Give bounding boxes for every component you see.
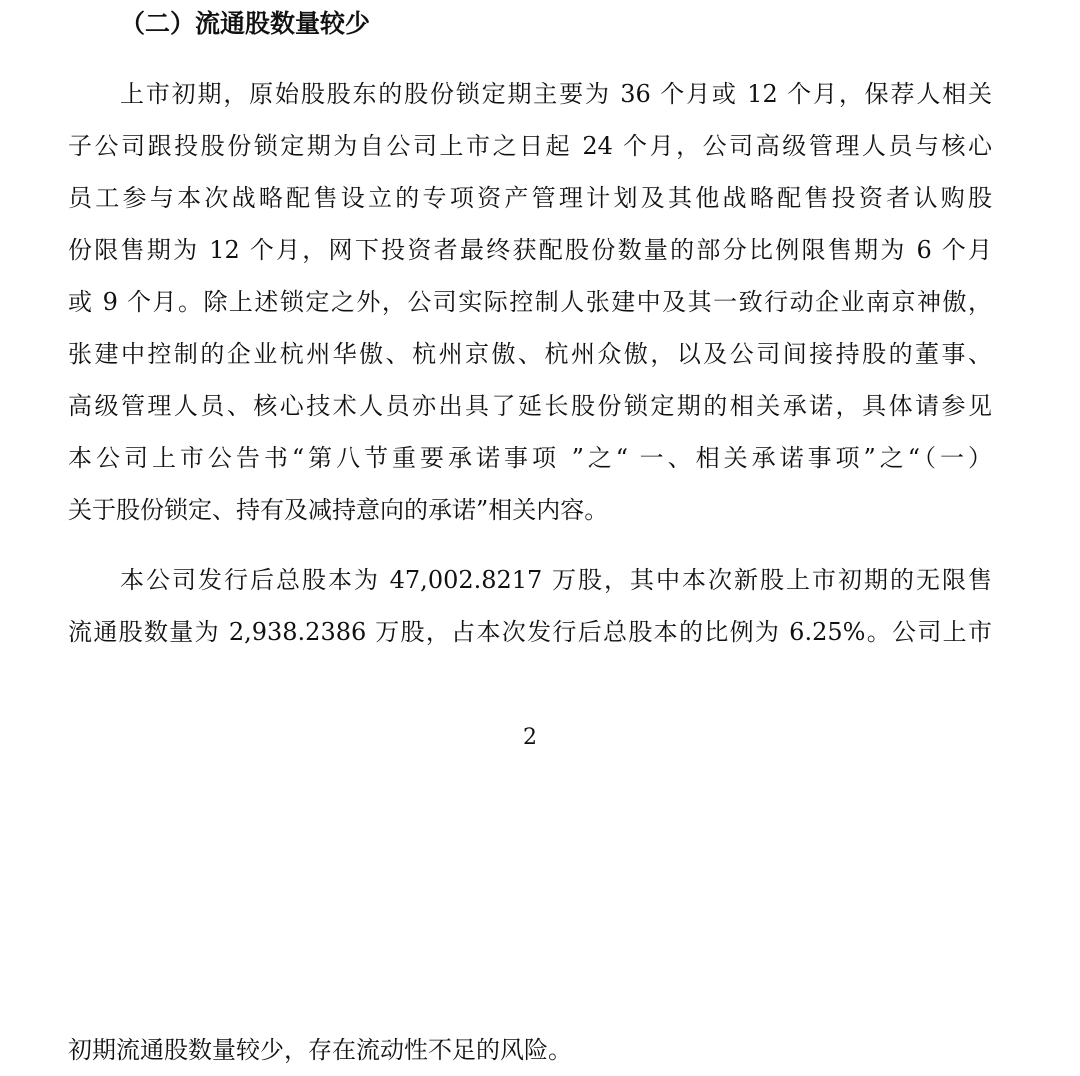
paragraph-line: 高级管理人员、核心技术人员亦出具了延长股份锁定期的相关承诺，具体请参见 <box>68 392 992 420</box>
paragraph-line: 本公司上市公告书“第八节重要承诺事项 ”之“ 一、相关承诺事项”之“（一） <box>68 444 992 472</box>
paragraph-lockup-period <box>68 68 992 536</box>
paragraph-line: 本公司发行后总股本为 47,002.8217 万股，其中本次新股上市初期的无限售 <box>120 566 992 594</box>
paragraph-line: 员工参与本次战略配售设立的专项资产管理计划及其他战略配售投资者认购股 <box>68 184 992 212</box>
paragraph-line: 关于股份锁定、持有及减持意向的承诺”相关内容。 <box>68 496 609 524</box>
paragraph-line: 张建中控制的企业杭州华傲、杭州京傲、杭州众傲，以及公司间接持股的董事、 <box>68 340 992 368</box>
paragraph-line: 或 9 个月。除上述锁定之外，公司实际控制人张建中及其一致行动企业南京神傲， <box>68 288 992 316</box>
paragraph-share-capital <box>68 554 992 658</box>
next-page-continuation: 初期流通股数量较少，存在流动性不足的风险。 <box>68 1036 572 1064</box>
page-number: 2 <box>523 725 537 750</box>
paragraph-line: 上市初期，原始股股东的股份锁定期主要为 36 个月或 12 个月，保荐人相关 <box>120 80 992 108</box>
paragraph-line: 流通股数量为 2,938.2386 万股，占本次发行后总股本的比例为 6.25%。公司上市 <box>68 618 992 646</box>
paragraph-line: 份限售期为 12 个月，网下投资者最终获配股份数量的部分比例限售期为 6 个月 <box>68 236 992 264</box>
section-heading: （二）流通股数量较少 <box>120 9 371 38</box>
paragraph-line: 子公司跟投股份锁定期为自公司上市之日起 24 个月，公司高级管理人员与核心 <box>68 132 992 160</box>
